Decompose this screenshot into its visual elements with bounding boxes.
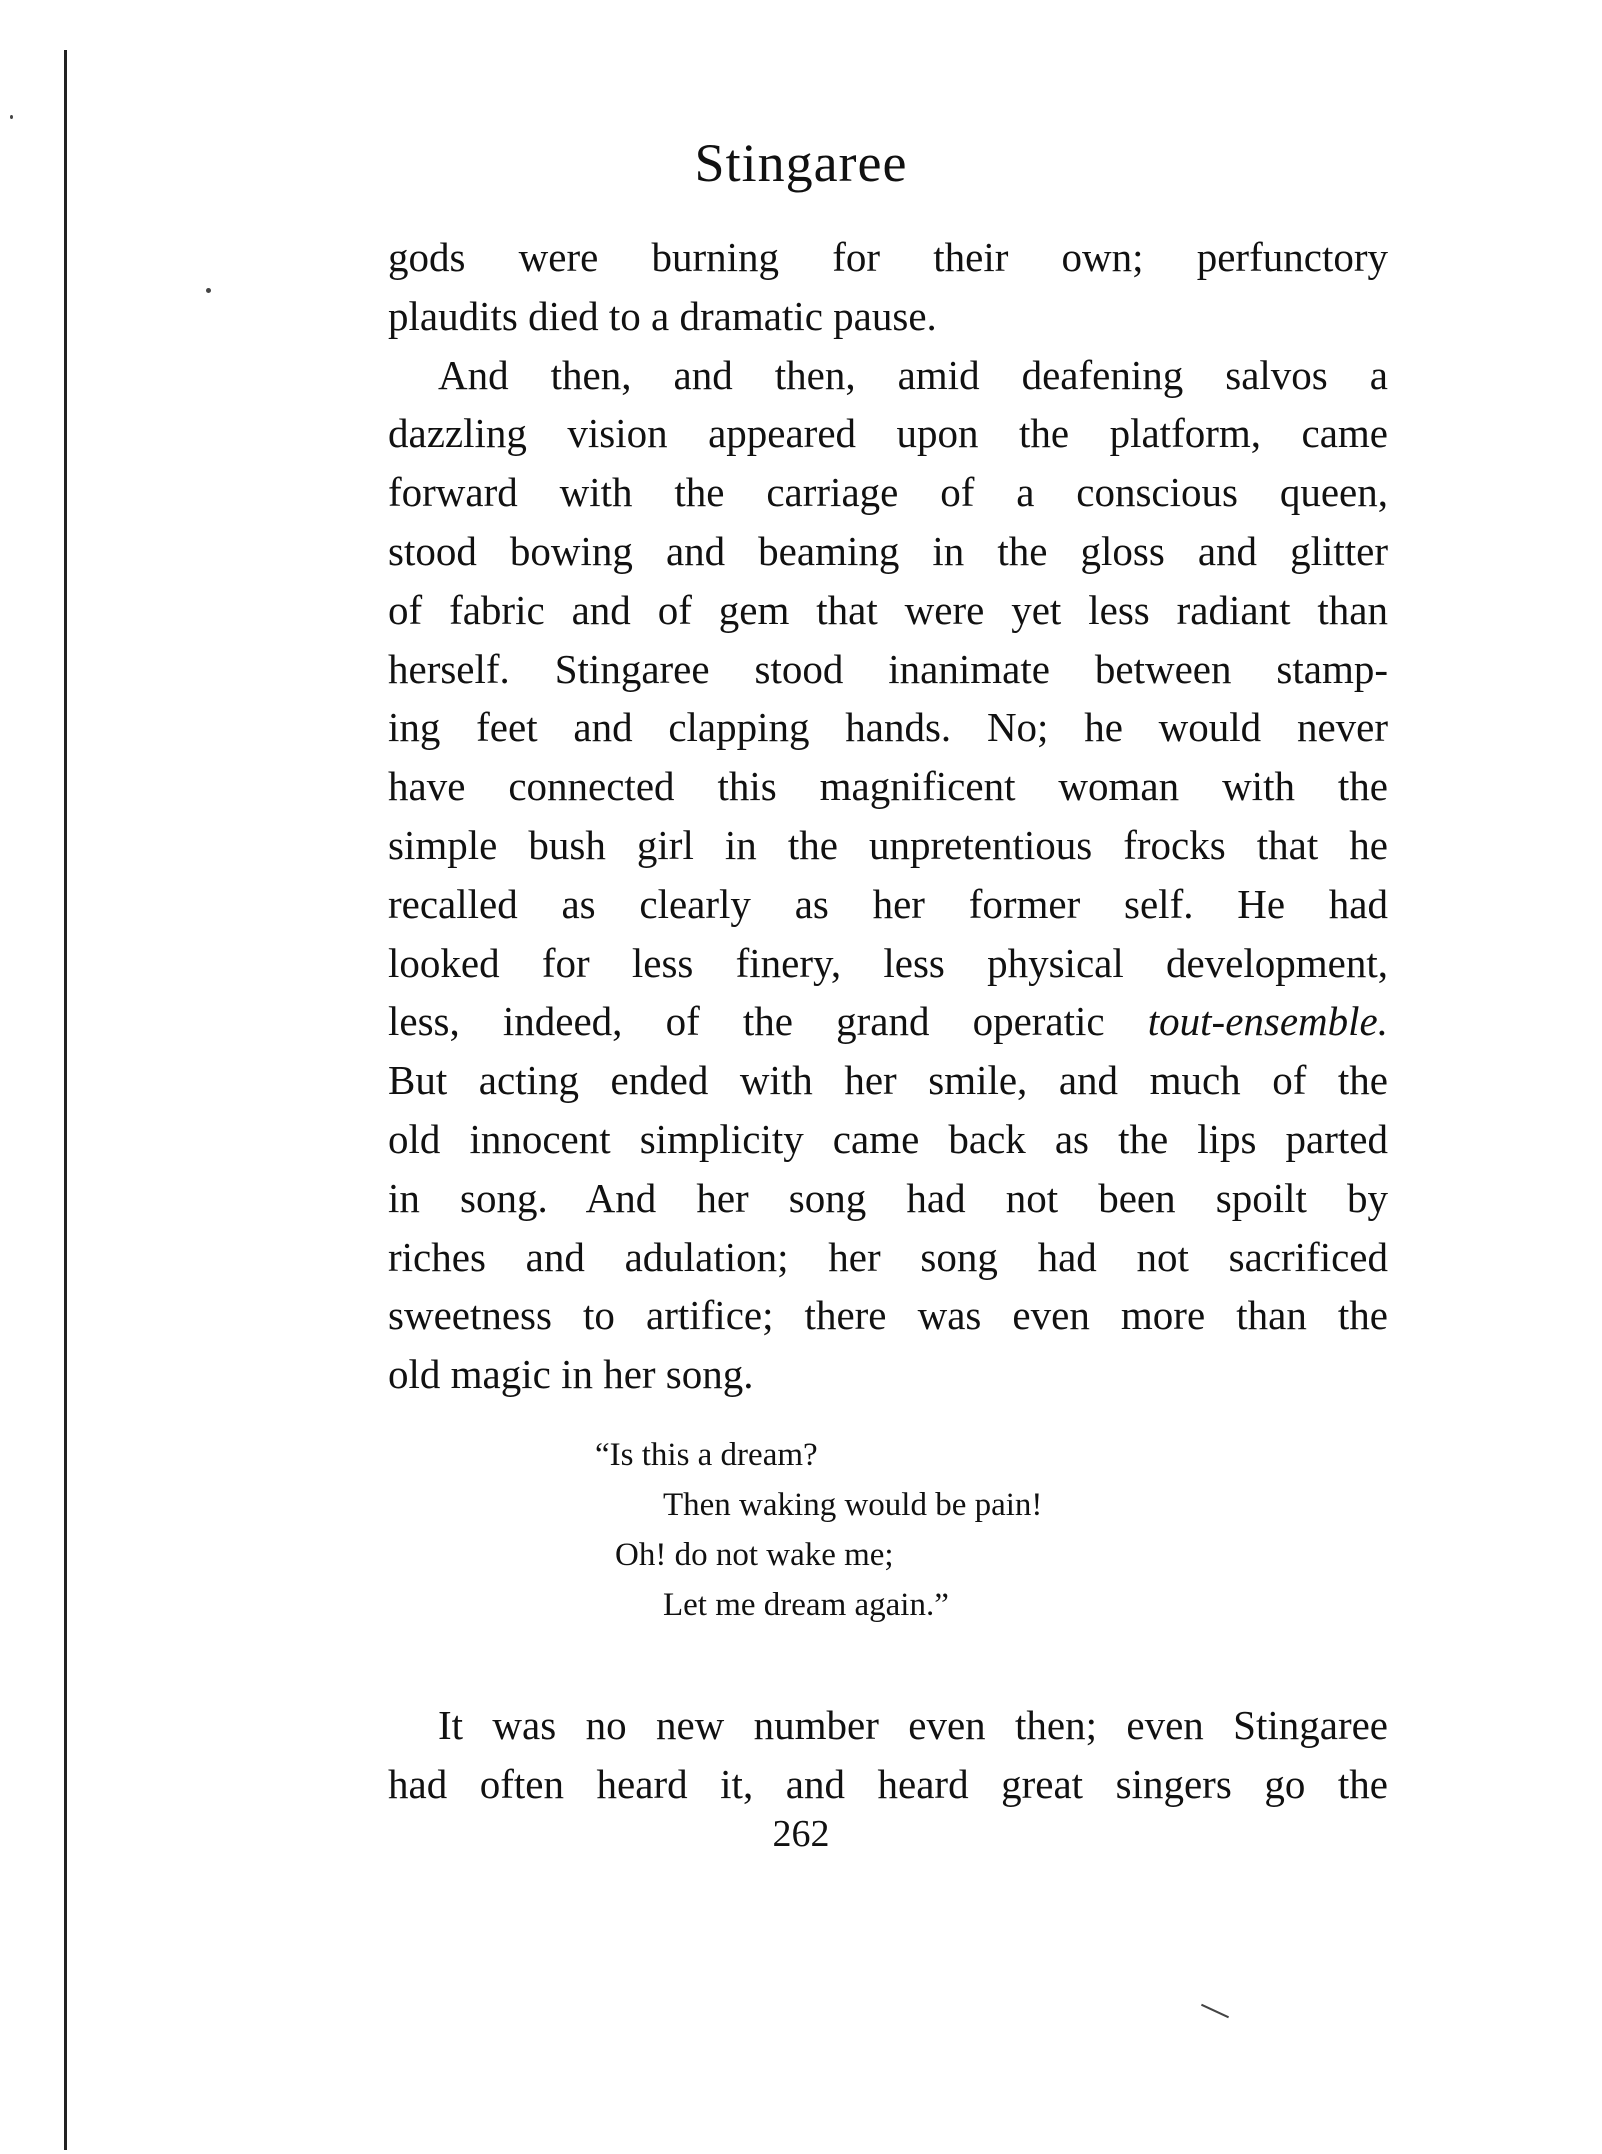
verse-line: “Is this a dream? xyxy=(595,1437,818,1473)
running-head: Stingaree xyxy=(694,133,908,193)
scan-speck xyxy=(206,288,211,293)
page-number: 262 xyxy=(772,1813,830,1855)
verse-line: Let me dream again.” xyxy=(663,1587,949,1623)
text-line: recalled as clearly as her former self. He had xyxy=(388,880,1388,927)
text-line: It was no new number even then; even Stingaree xyxy=(438,1702,1388,1748)
verse-line: Oh! do not wake me; xyxy=(615,1537,894,1573)
text-line-with-italic xyxy=(388,992,1388,1051)
text-line: old innocent simplicity came back as the lips parted xyxy=(388,1115,1388,1162)
scan-speck xyxy=(1201,2004,1229,2018)
text-segment: less, indeed, of the grand operatic xyxy=(388,998,1148,1045)
text-line: sweetness to artifice; there was even more than the xyxy=(388,1292,1388,1339)
text-line: old magic in her song. xyxy=(388,1351,754,1398)
text-line: looked for less finery, less physical development, xyxy=(388,939,1388,986)
text-line: plaudits died to a dramatic pause. xyxy=(388,292,937,339)
verse-line: Then waking would be pain! xyxy=(663,1487,1043,1523)
scan-speck xyxy=(10,115,13,119)
paragraph-main xyxy=(388,346,1388,1404)
italic-phrase: tout-ensemble. xyxy=(1147,998,1388,1045)
text-line: had often heard it, and heard great singers go the xyxy=(388,1760,1388,1807)
text-line: simple bush girl in the unpretentious frocks that he xyxy=(388,821,1388,868)
paragraph-continuation xyxy=(388,228,1388,346)
page-body xyxy=(388,228,1388,1404)
text-line: stood bowing and beaming in the gloss and glitter xyxy=(388,527,1388,574)
text-line: ing feet and clapping hands. No; he would never xyxy=(388,704,1388,751)
text-line: of fabric and of gem that were yet less radiant than xyxy=(388,586,1388,633)
text-line: dazzling vision appeared upon the platform, came xyxy=(388,410,1388,457)
text-line: in song. And her song had not been spoilt by xyxy=(388,1174,1388,1221)
text-line: gods were burning for their own; perfunctory xyxy=(388,234,1388,280)
verse-quotation xyxy=(595,1430,1042,1630)
text-line: riches and adulation; her song had not sacrificed xyxy=(388,1233,1388,1280)
text-line: have connected this magnificent woman with the xyxy=(388,763,1388,810)
paragraph-closing xyxy=(388,1696,1388,1814)
text-line: And then, and then, amid deafening salvos a xyxy=(438,351,1388,398)
text-line: But acting ended with her smile, and much of the xyxy=(388,1057,1388,1104)
text-line: herself. Stingaree stood inanimate between stamp- xyxy=(388,645,1388,692)
text-line: forward with the carriage of a conscious queen, xyxy=(388,469,1388,516)
